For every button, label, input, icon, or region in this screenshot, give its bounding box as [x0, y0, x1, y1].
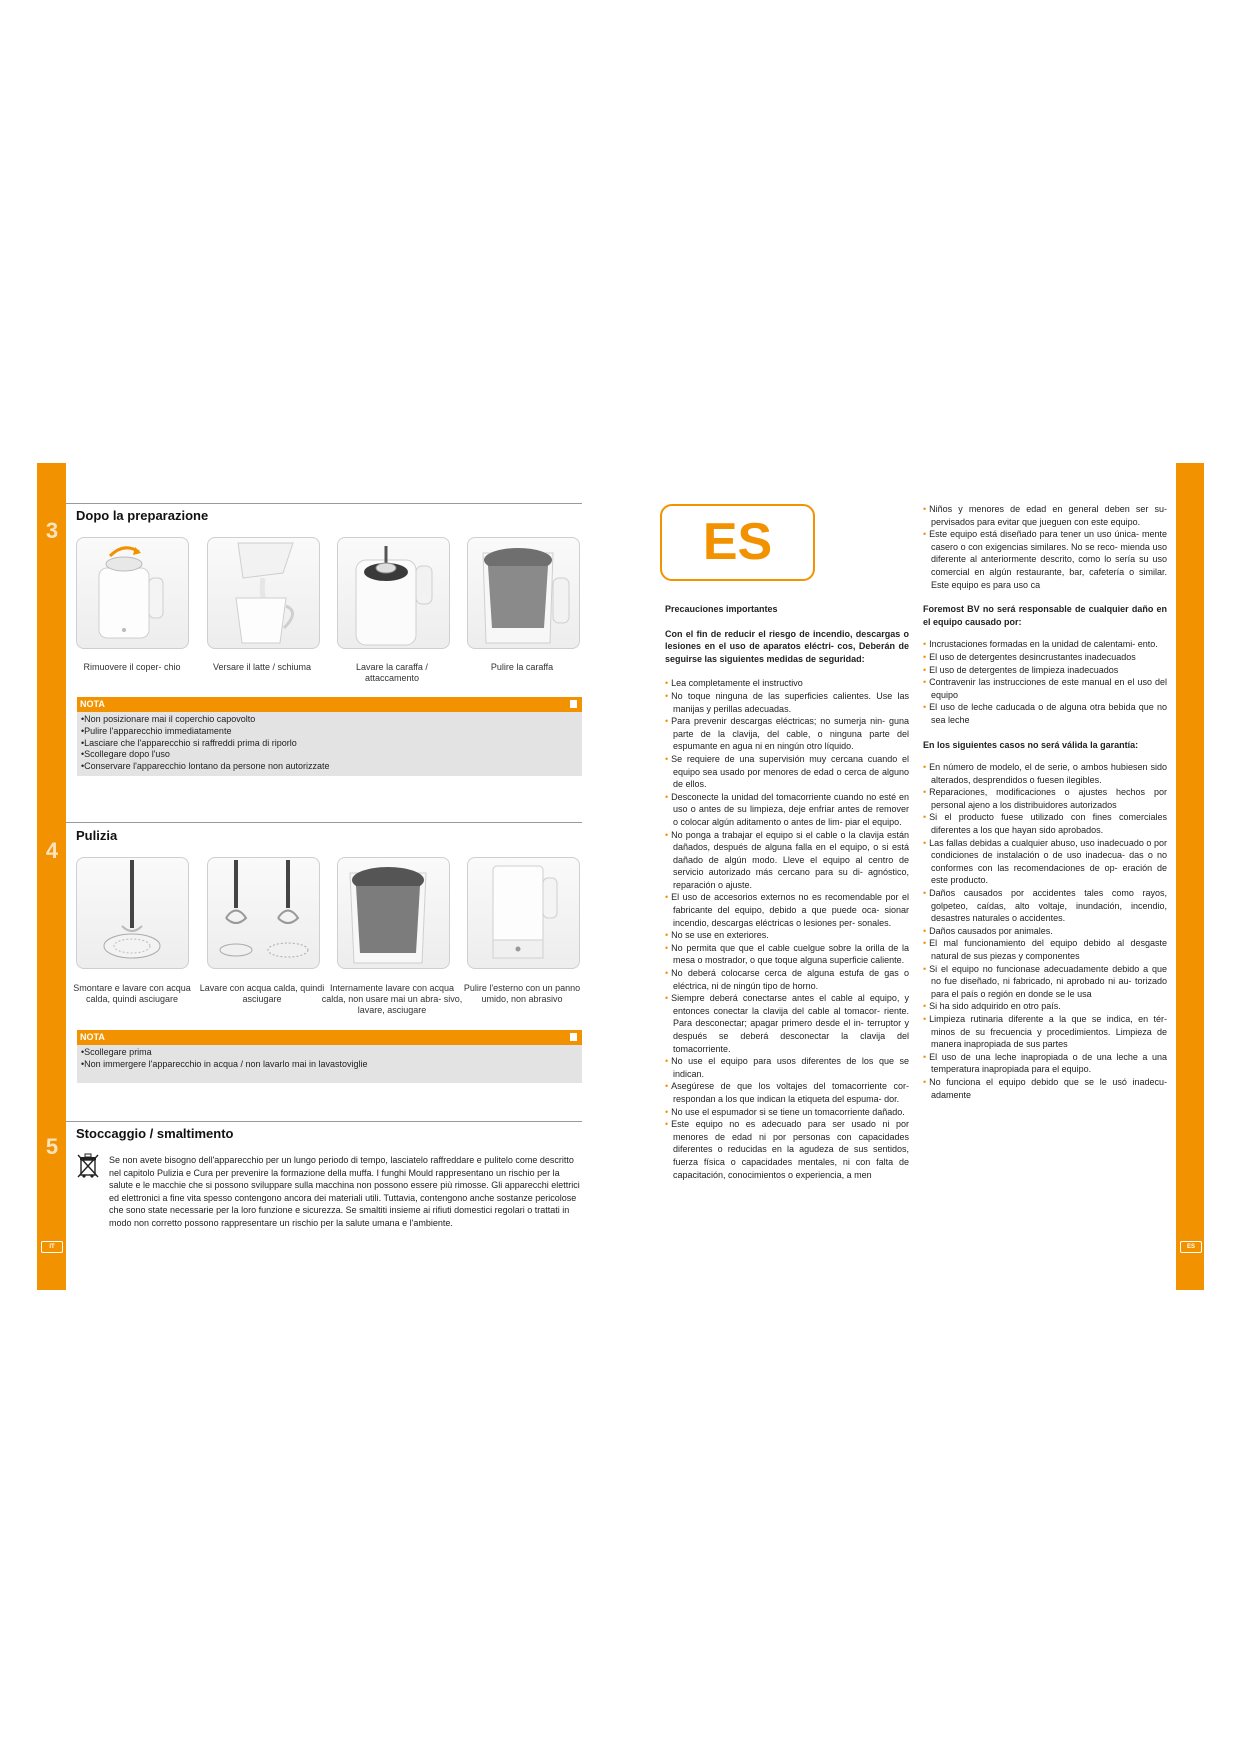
safety-item: • Asegúrese de que los voltajes del tomacorriente cor- respondan a los que indican la etiqueta del espuma- dor. [665, 1080, 909, 1105]
nota-list [77, 1045, 582, 1083]
es-column-1 [665, 603, 909, 1190]
carafe-inside-icon [338, 858, 449, 968]
photo-wash-carafe [337, 537, 450, 649]
note-icon [569, 1032, 578, 1042]
photo-disassemble-whisk [76, 857, 189, 969]
safety-item: • No ponga a trabajar el equipo si el cable o la clavija están dañados, después de alguna falla en el equipo, o si está dañado de algún modo. Lleve el equipo al centro de servicio autorizado más cercano para su di- agnóstico, reparación o ajuste. [665, 829, 909, 892]
warranty-item: • Si el producto fuese utilizado con fines comerciales diferentes a los que hayan sido aprobados. [923, 811, 1167, 836]
safety-item: • Lea completamente el instructivo [665, 677, 909, 690]
carafe-inside-icon [468, 538, 579, 648]
safety-item: • No se use en exteriores. [665, 929, 909, 942]
warranty-item: • Limpieza rutinaria diferente a la que se indica, en tér- minos de su frecuencia y procedimientos. Limpieza de manera inapropiada de sus partes [923, 1013, 1167, 1051]
caption-pour-milk: Versare il latte / schiuma [212, 662, 312, 672]
nota-title: NOTA [80, 1032, 105, 1042]
nota-item: • Scollegare prima [81, 1047, 578, 1059]
liability-item: • Contravenir las instrucciones de este manual en el uso del equipo [923, 676, 1167, 701]
safety-item: • No deberá colocarse cerca de alguna estufa de gas o eléctrica, ni de ningún tipo de horno. [665, 967, 909, 992]
photo-remove-lid [76, 537, 189, 649]
safety-item: • Desconecte la unidad del tomacorriente cuando no esté en uso o antes de su limpieza, deje enfriar antes de remover o colocar algún aditamento o antes de lim- piar el equipo. [665, 791, 909, 829]
language-label-es: ES [660, 504, 815, 581]
nota-item: • Non posizionare mai il coperchio capovolto [81, 714, 578, 726]
caption-wash-inside: Internamente lavare con acqua calda, non usare mai un abra- sivo, lavare, asciugare [321, 983, 463, 1015]
liability-item: • El uso de detergentes desincrustantes inadecuados [923, 651, 1167, 664]
warranty-item: • Si ha sido adquirido en otro país. [923, 1000, 1167, 1013]
safety-item: • El uso de accesorios externos no es recomendable por el fabricante del equipo, debido a que puede oca- sionar incendio, descargas eléctricas o lesiones per- sonales. [665, 891, 909, 929]
section-5-number: 5 [45, 1134, 59, 1159]
safety-intro: Con el fin de reducir el riesgo de incendio, descargas o lesiones en el uso de aparatos eléctri- cos, Deberán de seguirse las siguientes medidas de seguridad: [665, 628, 909, 664]
photo-clean-outside [467, 857, 580, 969]
liability-item: • El uso de detergentes de limpieza inadecuados [923, 664, 1167, 677]
section-3-rule [66, 503, 582, 504]
safety-item: • No use el espumador si se tiene un tomacorriente dañado. [665, 1106, 909, 1119]
nota-item: • Lasciare che l'apparecchio si raffreddi prima di riporlo [81, 738, 578, 750]
safety-item: • Este equipo no es adecuado para ser usado ni por menores de edad ni por personas con capacidades diferentes o reducidas en la agudeza de sus sentidos, fuerza física o capacidades mentales, ni con falta de capacitación, conocimientos o experiencia, a men [665, 1118, 909, 1181]
photo-wash-inside [337, 857, 450, 969]
safety-item: • Siempre deberá conectarse antes el cable al equipo, y entonces conectar la clavija del cable al tomacor- riente. Para desconectar; apagar primero desde el in- terruptor y después se deberá desconectar la clavija del tomacorriente. [665, 992, 909, 1055]
warranty-item: • Si el equipo no funcionase adecuadamente debido a que no fue diseñado, ni fabricado, ni aprobado ni au- torizado para el país o región en donde se le usa [923, 963, 1167, 1001]
nota-header [77, 1030, 582, 1045]
section-3-number: 3 [45, 518, 59, 543]
nota-item: • Scollegare dopo l'uso [81, 749, 578, 761]
two-whisks-icon [208, 858, 319, 968]
warranty-heading: En los siguientes casos no será válida la garantía: [923, 739, 1139, 750]
safety-item: • No toque ninguna de las superficies calientes. Use las manijas y perillas adecuadas. [665, 690, 909, 715]
warranty-list [923, 761, 1167, 1101]
section-4-title: Pulizia [76, 828, 118, 843]
whisk-spring-icon [77, 858, 188, 968]
warranty-item: • No funciona el equipo debido que se le usó inadecu- adamente [923, 1076, 1167, 1101]
section-5-title: Stoccaggio / smaltimento [76, 1126, 234, 1141]
section-4-number: 4 [45, 838, 59, 863]
nota-item: • Conservare l'apparecchio lontano da persone non autorizzate [81, 761, 578, 773]
safety-item: • Niños y menores de edad en general deben ser su- pervisados para evitar que jueguen con este equipo. [923, 503, 1167, 528]
safety-item: • No use el equipo para usos diferentes de los que se indican. [665, 1055, 909, 1080]
weee-crossed-bin-icon [77, 1153, 99, 1179]
children-list [923, 503, 1167, 591]
safety-item: • No permita que que el cable cuelgue sobre la orilla de la mesa o mostrador, o que toque alguna superficie caliente. [665, 942, 909, 967]
nota-title: NOTA [80, 699, 105, 709]
page-number-left: IT [41, 1241, 63, 1253]
warranty-item: • Daños causados por accidentes tales como rayos, golpeteo, caídas, alto voltaje, inundación, incendio, desastres naturales o accidentes. [923, 887, 1167, 925]
photo-clean-carafe [467, 537, 580, 649]
caption-wash-carafe: Lavare la caraffa / attaccamento [356, 662, 428, 683]
caption-remove-lid: Rimuovere il coper- chio [83, 662, 181, 672]
pouring-cup-icon [208, 538, 319, 648]
photo-pour-milk [207, 537, 320, 649]
disposal-text: Se non avete bisogno dell'apparecchio per un lungo periodo di tempo, lasciatelo raffreddare e pulitelo come descritto nel capitolo Pulizia e Cura per prevenire la formazione della muffa. I funghi Mould rappresentano un rischio per la salute e le macchie che si possono sviluppare sulla macchina non possono essere più rimosse. Gli apparecchi elettrici ed elettronici a fine vita spesso contengono ancora dei materiali utili. Tuttavia, contengono anche sostanze pericolose che sono state necessarie per la loro funzione e sicurezza. Se smaltiti insieme ai rifiuti domestici regolari o trattati in modo non corretto possono rappresentare un rischio per la salute umana e l'ambiente. [109, 1155, 580, 1228]
photo-wash-attachments [207, 857, 320, 969]
caption-disassemble: Smontare e lavare con acqua calda, quindi asciugare [73, 983, 191, 1004]
page-number-right: ES [1180, 1241, 1202, 1253]
liability-item: • El uso de leche caducada o de alguna otra bebida que no sea leche [923, 701, 1167, 726]
warranty-item: • Reparaciones, modificaciones o ajustes hechos por personal ajeno a los distribuidores autorizados [923, 786, 1167, 811]
nota-header [77, 697, 582, 712]
left-margin-bar [37, 463, 66, 1290]
safety-item: • Se requiere de una supervisión muy cercana cuando el equipo sea usado por menores de edad o cerca de alguno de ellos. [665, 753, 909, 791]
section-5-rule [66, 1121, 582, 1122]
note-icon [569, 699, 578, 709]
nota-list [77, 712, 582, 776]
caption-wash-attachments: Lavare con acqua calda, quindi asciugare [199, 983, 325, 1004]
section-3-title: Dopo la preparazione [76, 508, 209, 523]
nota-item: • Pulire l'apparecchio immediatamente [81, 726, 578, 738]
warranty-item: • Las fallas debidas a cualquier abuso, uso inadecuado o por condiciones de instalación o de uso inadecua- das o no conformes con las recomendaciones de op- eración de este producto. [923, 837, 1167, 887]
liability-item: • Incrustaciones formadas en la unidad de calentami- ento. [923, 638, 1167, 651]
warranty-item: • El uso de una leche inapropiada o de una leche a una temperatura inapropiada para el equipo. [923, 1051, 1167, 1076]
nota-item: • Non immergere l'apparecchio in acqua / non lavarlo mai in lavastoviglie [81, 1059, 578, 1071]
warranty-item: • El mal funcionamiento del equipo debido al desgaste natural de sus piezas y componentes [923, 937, 1167, 962]
nota-box-section-4 [77, 1030, 582, 1083]
safety-list [665, 677, 909, 1181]
whisk-carafe-icon [338, 538, 449, 648]
liability-heading: Foremost BV no será responsable de cualquier daño en el equipo causado por: [923, 604, 1167, 627]
safety-item: • Para prevenir descargas eléctricas; no sumerja nin- guna parte de la clavija, del cable, o ninguna parte del espumante en agua ni en ningún otro líquido. [665, 715, 909, 753]
liability-list [923, 638, 1167, 726]
left-margin-bar-right-edge [1176, 463, 1204, 1290]
section-4-rule [66, 822, 582, 823]
es-column-2 [923, 503, 1167, 1110]
nota-box-section-3 [77, 697, 582, 776]
warranty-item: • En número de modelo, el de serie, o ambos hubiesen sido alterados, desprendidos o fuesen ilegibles. [923, 761, 1167, 786]
precautions-heading: Precauciones importantes [665, 604, 778, 614]
caption-clean-carafe: Pulire la caraffa [490, 662, 554, 672]
safety-item: • Este equipo está diseñado para tener un uso única- mente casero o con exigencias similares. No se reco- mienda uso diferente al anteriormente descrito, como lo sería su uso comercial en algún restaurante, bar, cafetería o similar. Este equipo es para uso ca [923, 528, 1167, 591]
caption-clean-outside: Pulire l'esterno con un panno umido, non abrasivo [463, 983, 581, 1004]
frother-exterior-icon [468, 858, 579, 968]
warranty-item: • Daños causados por animales. [923, 925, 1167, 938]
frother-lid-icon [77, 538, 188, 648]
